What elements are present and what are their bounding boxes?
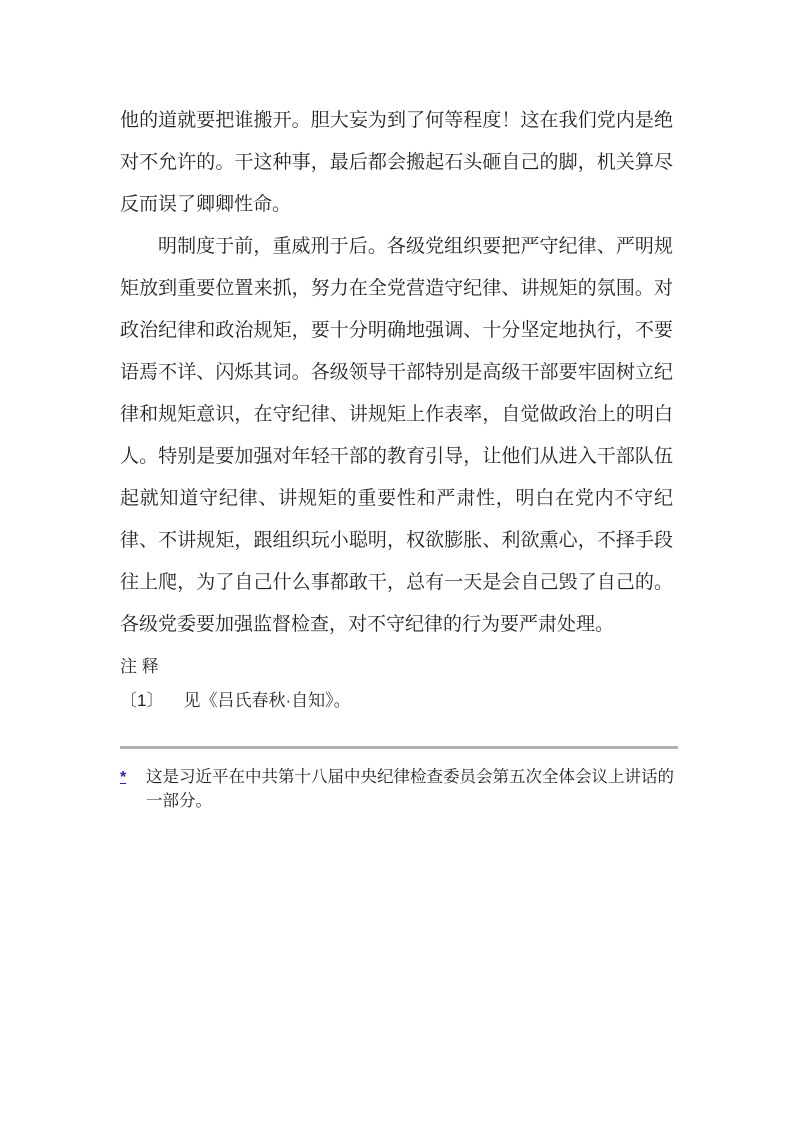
page-content [120,0,673,813]
note-text: 见《吕氏春秋·自知》。 [183,691,351,710]
note-item [120,689,673,713]
paragraph: 他的道就要把谁搬开。胆大妄为到了何等程度！这在我们党内是绝对不允许的。干这种事，最后都会搬起石头砸自己的脚，机关算尽反而误了卿卿性命。 [120,110,673,215]
notes-heading: 注 释 [120,657,159,676]
footnote-divider [120,746,678,749]
footnote [120,766,673,813]
body-text [120,100,673,646]
note-marker: 〔1〕 [120,691,164,710]
footnote-text: 这是习近平在中共第十八届中央纪律检查委员会第五次全体会议上讲话的一部分。 [146,768,674,810]
footnote-asterisk-link[interactable]: * [120,769,127,786]
paragraph: 明制度于前，重威刑于后。各级党组织要把严守纪律、严明规矩放到重要位置来抓，努力在全党营造守纪律、讲规矩的氛围。对政治纪律和政治规矩，要十分明确地强调、十分坚定地执行，不要语焉不详、闪烁其词。各级领导干部特别是高级干部要牢固树立纪律和规矩意识，在守纪律、讲规矩上作表率，自觉做政治上的明白人。特别是要加强对年轻干部的教育引导，让他们从进入干部队伍起就知道守纪律、讲规矩的重要性和严肃性，明白在党内不守纪律、不讲规矩，跟组织玩小聪明，权欲膨胀、利欲熏心，不择手段往上爬，为了自己什么事都敢干，总有一天是会自己毁了自己的。各级党委要加强监督检查，对不守纪律的行为要严肃处理。 [120,236,673,635]
